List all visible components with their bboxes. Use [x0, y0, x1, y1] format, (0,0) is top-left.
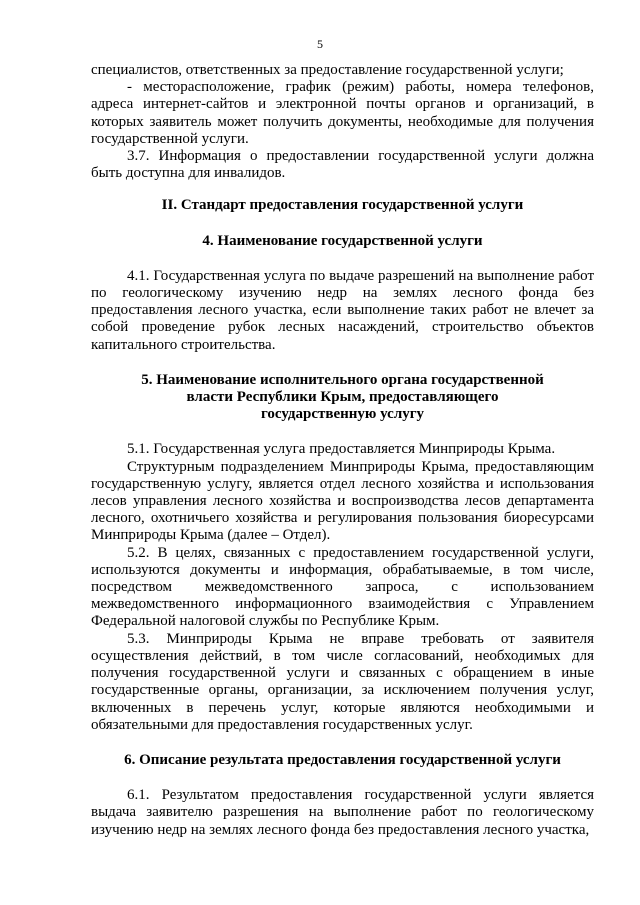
section-6-heading: 6. Описание результата предоставления государственной услуги	[124, 751, 561, 768]
section-5-heading-line-3: государственную услугу	[260, 406, 425, 423]
section-4-heading: 4. Наименование государственной услуги	[202, 232, 483, 249]
section-2-heading: II. Стандарт предоставления государственной услуги	[161, 197, 524, 214]
section-5-heading-line-2: власти Республики Крым, предоставляющего	[186, 389, 499, 406]
paragraph-specialists: специалистов, ответственных за предоставление государственной услуги;	[91, 62, 564, 78]
paragraph-5-1: 5.1. Государственная услуга предоставляется Минприроды Крыма.	[127, 441, 556, 458]
paragraph-6-1: 6.1. Результатом предоставления государственной услуги является выдача заявителю разрешения на выполнение работ по геологическому изучению недр на землях лесного фонда без предоставления лесного участка,	[91, 787, 594, 838]
paragraph-5-2: 5.2. В целях, связанных с предоставлением государственной услуги, используются документы и информация, обрабатываемые, в том числе, посредством межведомственного запроса, с использованием межведомственного информационного взаимодействия с Управлением Федеральной налоговой службы по Республике Крым.	[91, 544, 594, 630]
paragraph-5-3: 5.3. Минприроды Крыма не вправе требовать от заявителя осуществления действий, в том числе согласований, необходимых для получения государственной услуги и связанных с обращением в иные государственные органы, организации, за исключением получения услуг, включенных в перечень услуг, которые являются необходимыми и обязательными для предоставления государственных услуг.	[91, 630, 594, 733]
section-5-heading-line-1: 5. Наименование исполнительного органа государственной	[141, 371, 544, 388]
page-number: 5	[317, 37, 323, 51]
document-body	[91, 62, 594, 839]
paragraph-5-1-department: Структурным подразделением Минприроды Крыма, предоставляющим государственную услугу, является отдел лесного хозяйства и использования лесов управления лесного хозяйства и воспроизводства лесов департамента лесного, охотничьего хозяйства и регулирования пользования биоресурсами Минприроды Крыма (далее – Отдел).	[91, 458, 594, 544]
paragraph-3-7: 3.7. Информация о предоставлении государственной услуги должна быть доступна для инвалидов.	[91, 148, 594, 182]
paragraph-location-info: - месторасположение, график (режим) работы, номера телефонов, адреса интернет-сайтов и электронной почты органов и организаций, в которых заявитель может получить документы, необходимые для получения государственной услуги.	[91, 79, 594, 147]
paragraph-4-1: 4.1. Государственная услуга по выдаче разрешений на выполнение работ по геологическому изучению недр на землях лесного фонда без предоставления лесного участка, если выполнение таких работ не влечет за собой проведение рубок лесных насаждений, строительство объектов капитального строительства.	[91, 267, 594, 353]
